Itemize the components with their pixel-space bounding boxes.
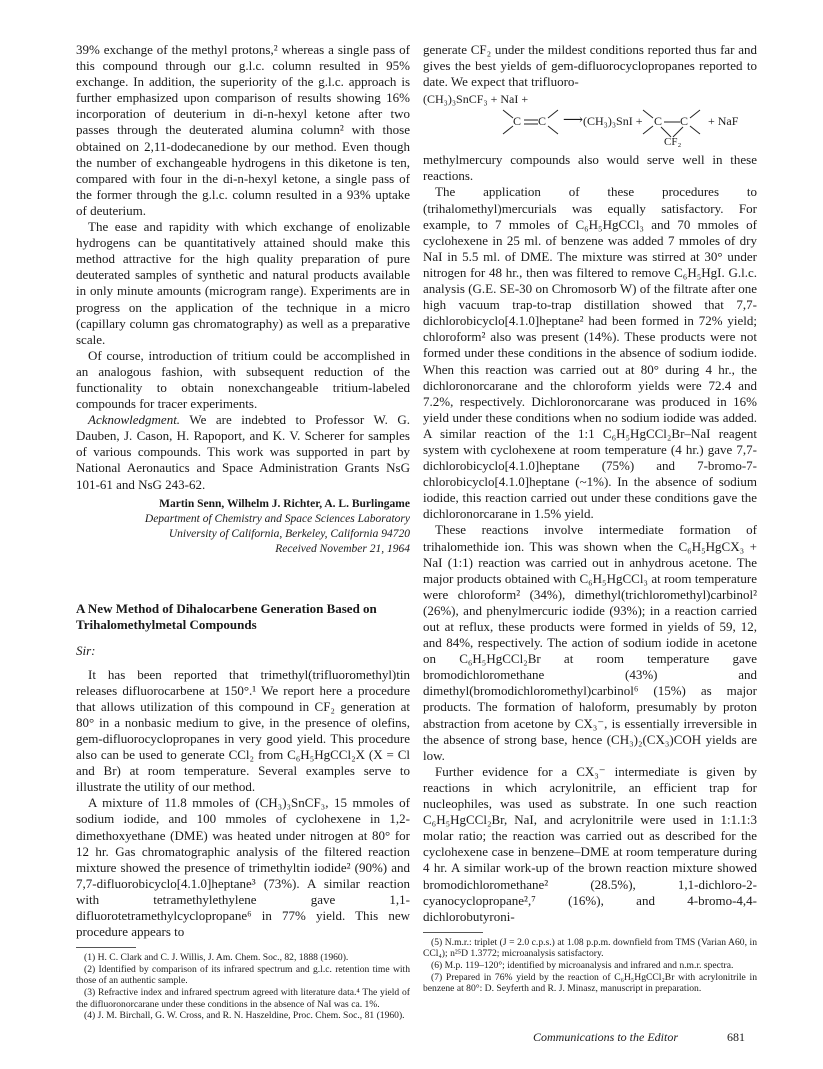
cf2-group: CF₂ <box>664 136 682 149</box>
paragraph: It has been reported that trimethyl(trifluoromethyl)tin releases difluorocarbene at 150°.¹ We report here a procedure that allows utilization of this compound in CF₂ generation at 80° in a nonbasic medium to give, in the presence of olefins, gem-difluorocyclopropanes in very good yield. This procedure also can be used to generate CCl₂ from C₆H₅HgCCl₂X (X = Cl and Br) at room temperature. Several examples serve to illustrate the utility of our method. <box>76 666 410 795</box>
affiliation-line: Department of Chemistry and Space Sciences Laboratory <box>144 512 410 525</box>
paragraph: Of course, introduction of tritium could be accomplished in an analogous fashion, with subsequent reduction of the functionality to obtain nonexchangeable tritium-labeled compounds for tracer experiments. <box>76 347 410 412</box>
carbon-atom: C <box>654 114 663 129</box>
affiliation-line: University of California, Berkeley, California 94720 <box>168 527 410 540</box>
author-list: Martin Senn, Wilhelm J. Richter, A. L. Burlingame <box>159 497 410 510</box>
salutation: Sir: <box>76 642 96 658</box>
carbon-atom: C <box>538 114 547 129</box>
footnote: (4) J. M. Birchall, G. W. Cross, and R. N. Haszeldine, Proc. Chem. Soc., 81 (1960). <box>84 1010 405 1022</box>
equation-product: (CH₃)₃SnI + <box>583 114 643 129</box>
paragraph: methylmercury compounds also would serve well in these reactions. <box>423 152 757 184</box>
reaction-arrow: ⟶ <box>563 113 584 129</box>
paragraph: These reactions involve intermediate formation of trihalomethide ion. This was shown when the C₆H₅HgCX₃ + NaI (1:1) reaction was carried out in anhydrous acetone. The major products obtained with C₆H₅HgCCl₃ at room temperature were chloroform² (34%), dimethyl(trichloromethyl)carbinol² (26%), and phenylmercuric iodide (93%); in a reaction carried out at reflux, these products were formed in yields of 59, 12, and 84%, respectively. The action of sodium iodide in acetone on C₆H₅HgCCl₂Br at room temperature gave bromodichloromethane (43%) and dimethyl(bromodichloromethyl)carbinol⁶ (15%) as major products. The formation of haloform, presumably by proton abstraction from acetone by CX₃⁻, is essentially irreversible in the absence of strong base, hence (CH₃)₂(CX₃)COH yields are low. <box>423 522 757 763</box>
footnote-divider <box>423 932 483 933</box>
footnote-divider <box>76 947 136 948</box>
footnote: (6) M.p. 119–120°; identified by microanalysis and infrared and n.m.r. spectra. <box>431 959 734 971</box>
footnote: (2) Identified by comparison of its infrared spectrum and g.l.c. retention time with those of an authentic sample. <box>76 963 410 987</box>
article-title: A New Method of Dihalocarbene Generation Based on Trihalomethylmetal Compounds <box>76 600 377 632</box>
received-date: Received November 21, 1964 <box>275 542 410 555</box>
footnote: (7) Prepared in 76% yield by the reaction of C₆H₅HgCCl₂Br with acrylonitrile in benzene at 80°: D. Seyferth and R. J. Minasz, manuscript in preparation. <box>423 971 757 995</box>
acknowledgment-text: We are indebted to Professor W. G. Dauben, J. Cason, H. Rapoport, and K. V. Scherer for samples of various compounds. This work was supported in part by National Aeronautics and Space Administration Grants NsG 101-61 and NsG 243-62. <box>76 412 410 492</box>
acknowledgment-label: Acknowledgment. <box>88 412 181 428</box>
paragraph: The ease and rapidity with which exchange of enolizable hydrogens can be quantitatively attained should make this method attractive for the high quality preparation of pure deuterated samples of synthetic and natural products available in only minute amounts (microgram range). Experiments are in progress on the application of the technique in a micro (capillary column gas chromatography) as well as a preparative scale. <box>76 219 410 347</box>
paragraph: Further evidence for a CX₃⁻ intermediate is given by reactions in which acrylonitrile, an efficient trap for nucleophiles, was used as substrate. In one such reaction C₆H₅HgCCl₂Br, NaI, and acrylonitrile were used in 1:1.1:3 molar ratio; the reaction was carried out as described for the cyclohexene case in benzene–DME at room temperature during 4 hr. A similar work-up of the brown reaction mixture showed bromodichloromethane² (28.5%), 1,1-dichloro-2-cyanocyclopropane²,⁷ (16%), and 4-bromo-4,4-dichlorobutyroni- <box>423 763 757 924</box>
carbon-atom: C <box>680 114 689 129</box>
paragraph: A mixture of 11.8 mmoles of (CH₃)₃SnCF₃, 15 mmoles of sodium iodide, and 100 mmoles of cyclohexene in 1,2-dimethoxyethane (DME) was heated under nitrogen at 80° for 12 hr. Gas chromatographic analysis of the filtered reaction mixture showed the presence of trimethyltin iodide² (90%) and 7,7-difluorobicyclo[4.1.0]heptane³ (73%). A similar reaction with tetramethylethylene gave 1,1-difluorotetramethylcyclopropane⁶ in 77% yield. This new procedure appears to <box>76 795 410 940</box>
footnote: (3) Refractive index and infrared spectrum agreed with literature data.⁴ The yield of the difluoronorcarane under these conditions in the absence of NaI was ca. 1%. <box>76 987 410 1010</box>
paragraph: 39% exchange of the methyl protons,² whereas a single pass of this compound through our g.l.c. column resulted in 95% exchange. In addition, the superiority of the g.l.c. approach is further emphasized upon comparison of results showing 16% incorporation of deuterium in di-n-hexyl ketone after two passes through the deuterated alumina column² with those obtained on 2,11-dodecanedione by our method. Even though the number of exchangeable hydrogens in this diketone is ten, compared with four in the di-n-hexyl ketone, a single pass of the former through the g.l.c. column resulted in a 93% uptake of deuterium. <box>76 42 410 218</box>
journal-footer: Communications to the Editor <box>533 1030 678 1044</box>
left-column <box>76 42 410 1022</box>
equation-byproduct: + NaF <box>708 114 739 129</box>
reaction-equation <box>423 90 757 152</box>
footnote: (1) H. C. Clark and C. J. Willis, J. Am. Chem. Soc., 82, 1888 (1960). <box>84 952 349 964</box>
paragraph: The application of these procedures to (trihalomethyl)mercurials was equally satisfactory. For example, to 7 mmoles of C₆H₅HgCCl₃ and 70 mmoles of cyclohexene in 25 ml. of benzene was added 7 mmoles of dry NaI in 5.5 ml. of DME. The mixture was stirred at 30° under nitrogen for 48 hr., then was filtered to remove C₆H₅HgI. G.l.c. analysis (G.E. SE-30 on Chromosorb W) of the filtrate after one high vacuum trap-to-trap distillation showed that 7,7-dichlorobicyclo[4.1.0]heptane² had been formed in 72% yield; chloroform² also was present (14%). These products were not formed under these conditions in the absence of sodium iodide. When this reaction was carried out at 80° during 4 hr., the dichloronorcarane and the chloroform yields were 72.4 and 7.2%, respectively. Dichloronorcarane was produced in 16% yield under these conditions when no sodium iodide was added. A similar reaction of the 1:1 C₆H₅HgCCl₂Br–NaI reagent system with cyclohexene at room temperature (4 hr.) gave 7,7-dichlorobicyclo[4.1.0]heptane (75%) and 7-bromo-7-chlorobicyclo[4.1.0]heptane (~1%). In the absence of sodium iodide, this reaction carried out under these conditions gave the dichloronorcarane in 1.5% yield. <box>423 184 757 522</box>
page-number: 681 <box>727 1030 745 1044</box>
equation-reactants: (CH₃)₃SnCF₃ + NaI + <box>423 92 529 107</box>
carbon-atom: C <box>513 114 522 129</box>
footnote: (5) N.m.r.: triplet (J = 2.0 c.p.s.) at 1.08 p.p.m. downfield from TMS (Varian A60, in CCl₄); n²⁵D 1.3772; microanalysis satisfactory. <box>423 936 757 960</box>
paragraph: generate CF₂ under the mildest conditions reported thus far and gives the best yields of gem-difluorocyclopropanes reported to date. We expect that trifluoro- <box>423 42 757 90</box>
acknowledgment <box>76 412 410 492</box>
right-column <box>423 42 757 995</box>
